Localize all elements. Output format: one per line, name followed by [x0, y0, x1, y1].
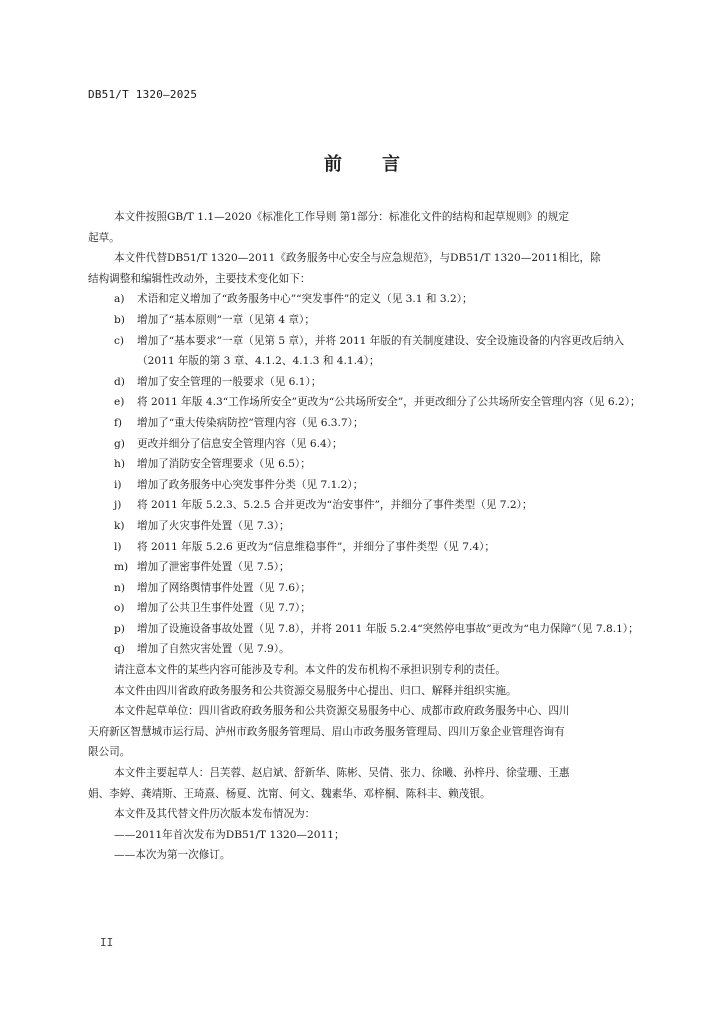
change-mark: p): [114, 622, 125, 635]
change-item: [114, 454, 660, 475]
change-item: [114, 639, 660, 660]
change-item: [114, 516, 660, 537]
change-text: 增加了“重大传染病防控”管理内容（见 6.3.7）；: [137, 416, 364, 429]
title-char-2: 言: [382, 154, 400, 175]
change-mark: q): [114, 643, 125, 656]
change-mark: h): [114, 458, 125, 471]
change-item: [114, 557, 660, 578]
intro-line: 结构调整和编辑性改动外，主要技术变化如下：: [88, 272, 311, 285]
intro-line: 本文件按照GB/T 1.1—2020《标准化工作导则 第1部分：标准化文件的结构和起草规则》的规定: [114, 211, 569, 223]
change-mark: e): [114, 396, 125, 409]
change-item: [114, 619, 660, 640]
change-text: 增加了安全管理的一般要求（见 6.1）；: [137, 375, 322, 388]
change-item: [114, 495, 660, 516]
change-mark: n): [114, 581, 125, 594]
change-item: [114, 537, 660, 558]
change-item: [114, 475, 660, 496]
change-item: [114, 310, 660, 331]
drafters-line: 本文件主要起草人：吕芙蓉、赵启斌、舒新华、陈彬、吴倩、张力、徐曦、孙梓丹、徐莹珊、王惠: [114, 767, 570, 780]
change-text: 增加了“基本原则”一章（见第 4 章）；: [137, 313, 315, 326]
change-item: [114, 413, 660, 434]
change-mark: c): [114, 334, 125, 347]
change-item: [114, 598, 660, 619]
change-mark: a): [114, 293, 125, 306]
change-mark: j): [114, 499, 122, 512]
change-text: 增加了设施设备事故处置（见 7.8），并将 2011 年版 5.2.4“突然停电事故”更改为“电力保障”（见 7.8.1）；: [137, 622, 639, 635]
change-item: [114, 578, 660, 599]
change-text: 更改并细分了信息安全管理内容（见 6.4）；: [137, 437, 343, 450]
change-mark: g): [114, 437, 125, 450]
history-heading: 本文件及其代替文件历次版本发布情况为：: [114, 808, 316, 821]
change-mark: b): [114, 313, 125, 326]
patent-notice: 请注意本文件的某些内容可能涉及专利。本文件的发布机构不承担识别专利的责任。: [114, 664, 506, 677]
drafting-units-line: 本文件起草单位：四川省政府政务服务和公共资源交易服务中心、成都市政府政务服务中心、四川: [114, 705, 570, 718]
change-text: 增加了“基本要求”一章（见第 5 章），并将 2011 年版的有关制度建设、安全设施设备的内容更改后纳入（2011 年版的第 3 章、4.1.2、4.1.3 和 4.1.4）；: [137, 334, 625, 368]
change-text: 术语和定义增加了“政务服务中心”“突发事件”的定义（见 3.1 和 3.2）；: [137, 293, 473, 306]
change-text: 增加了公共卫生事件处置（见 7.7）；: [137, 602, 311, 615]
drafting-units-line: 限公司。: [88, 746, 131, 759]
history-item: ——2011年首次发布为DB51/T 1320—2011；: [114, 828, 345, 841]
change-text: 增加了政务服务中心突发事件分类（见 7.1.2）；: [137, 478, 364, 491]
proposer-statement: 本文件由四川省政府政务服务和公共资源交易服务中心提出、归口、解释并组织实施。: [114, 684, 517, 697]
change-item: [114, 289, 660, 310]
change-mark: i): [114, 478, 122, 491]
intro-line: 本文件代替DB51/T 1320—2011《政务服务中心安全与应急规范》，与DB51/T 1320—2011相比，除: [114, 252, 601, 265]
foreword-body: [88, 207, 660, 866]
drafting-units-line: 天府新区智慧城市运行局、泸州市政务服务管理局、眉山市政务服务管理局、四川万象企业管理咨询有: [88, 725, 565, 738]
changes-list: [114, 289, 660, 660]
change-text: 增加了网络舆情事件处置（见 7.6）；: [137, 581, 311, 594]
change-mark: m): [114, 561, 129, 574]
page-title: [0, 150, 724, 176]
intro-line: 起草。: [88, 231, 120, 244]
change-mark: l): [114, 540, 122, 553]
standard-code: DB51/T 1320—2025: [88, 88, 198, 101]
drafters-line: 娟、李婷、龚靖斯、王琦熹、杨夏、沈甯、何文、魏素华、邓梓桐、陈科丰、赖茂银。: [88, 787, 491, 800]
change-text: 增加了泄密事件处置（见 7.5）；: [137, 561, 290, 574]
change-text: 将 2011 年版 4.3“工作场所安全”更改为“公共场所安全”，并更改细分了公共场所安全管理内容（见 6.2）；: [137, 396, 641, 409]
change-item: [114, 392, 660, 413]
change-item: [114, 434, 660, 455]
title-char-1: 前: [324, 154, 342, 175]
change-mark: k): [114, 519, 125, 532]
change-mark: o): [114, 602, 125, 615]
change-text: 增加了火灾事件处置（见 7.3）；: [137, 519, 290, 532]
change-text: 增加了消防安全管理要求（见 6.5）；: [137, 458, 311, 471]
history-item: ——本次为第一次修订。: [114, 849, 231, 862]
change-item: [114, 372, 660, 393]
change-mark: d): [114, 375, 125, 388]
change-item: [114, 331, 660, 372]
change-mark: f): [114, 416, 123, 429]
page-number: II: [100, 936, 114, 949]
change-text: 将 2011 年版 5.2.6 更改为“信息维稳事件”，并细分了事件类型（见 7.4）；: [137, 540, 495, 553]
change-text: 将 2011 年版 5.2.3、5.2.5 合并更改为“治安事件”，并细分了事件类型（见 7.2）；: [137, 499, 533, 512]
change-text: 增加了自然灾害处置（见 7.9）。: [137, 643, 290, 656]
